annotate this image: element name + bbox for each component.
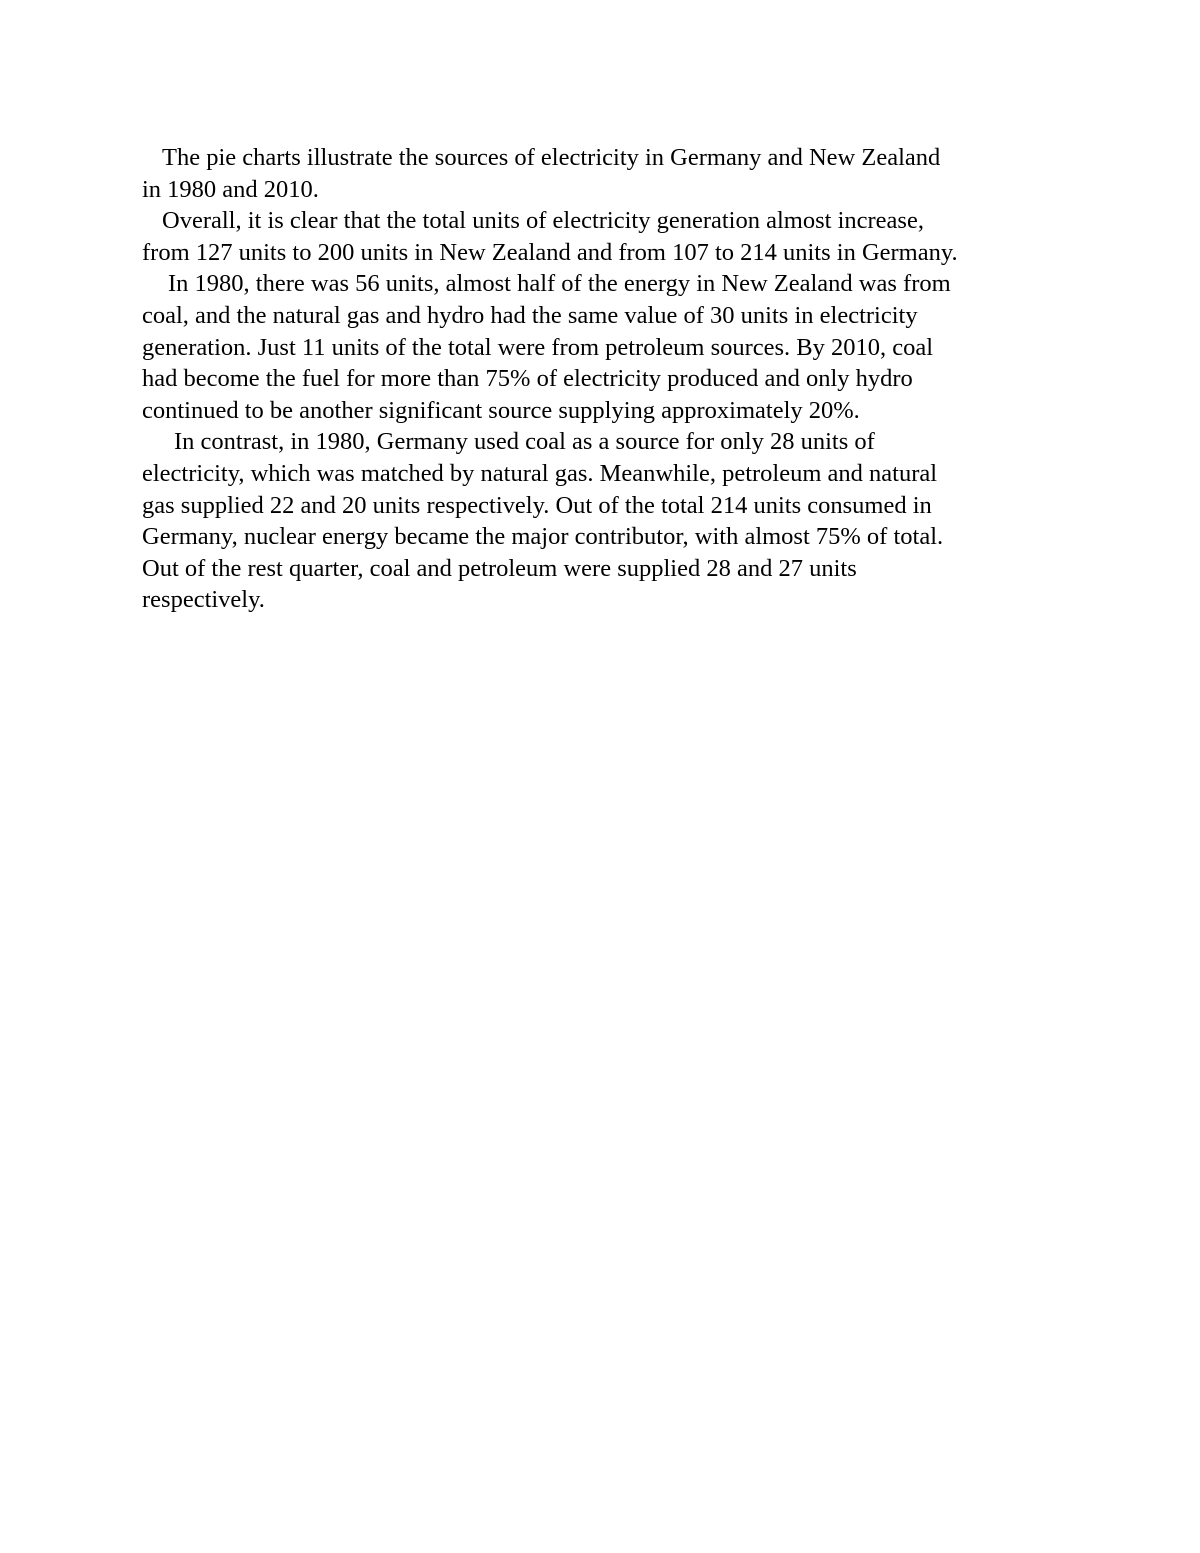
paragraph-3-line-5: continued to be another significant source supplying approximately 20%. <box>142 396 860 424</box>
paragraph-3-line-2: coal, and the natural gas and hydro had the same value of 30 units in electricity <box>142 301 918 329</box>
paragraph-4-line-6: respectively. <box>142 586 265 614</box>
paragraph-3-line-4: had become the fuel for more than 75% of electricity produced and only hydro <box>142 365 913 393</box>
paragraph-4-line-2: electricity, which was matched by natural gas. Meanwhile, petroleum and natural <box>142 459 938 487</box>
paragraph-2-line-2: from 127 units to 200 units in New Zealand and from 107 to 214 units in Germany. <box>142 238 958 266</box>
paragraph-3-line-3: generation. Just 11 units of the total were from petroleum sources. By 2010, coal <box>142 333 934 361</box>
paragraph-1-line-1: The pie charts illustrate the sources of electricity in Germany and New Zealand <box>162 144 941 171</box>
paragraph-4-line-1: In contrast, in 1980, Germany used coal as a source for only 28 units of <box>174 428 875 456</box>
paragraph-4-line-5: Out of the rest quarter, coal and petroleum were supplied 28 and 27 units <box>142 554 857 582</box>
paragraph-4-line-4: Germany, nuclear energy became the major contributor, with almost 75% of total. <box>142 523 944 551</box>
paragraph-4-line-3: gas supplied 22 and 20 units respectively. Out of the total 214 units consumed in <box>142 491 932 519</box>
paragraph-3-line-1: In 1980, there was 56 units, almost half of the energy in New Zealand was from <box>168 270 951 298</box>
paragraph-2-line-1: Overall, it is clear that the total units of electricity generation almost increase, <box>162 207 924 235</box>
essay-text <box>142 142 1072 616</box>
paragraph-1-line-2: in 1980 and 2010. <box>142 175 319 203</box>
